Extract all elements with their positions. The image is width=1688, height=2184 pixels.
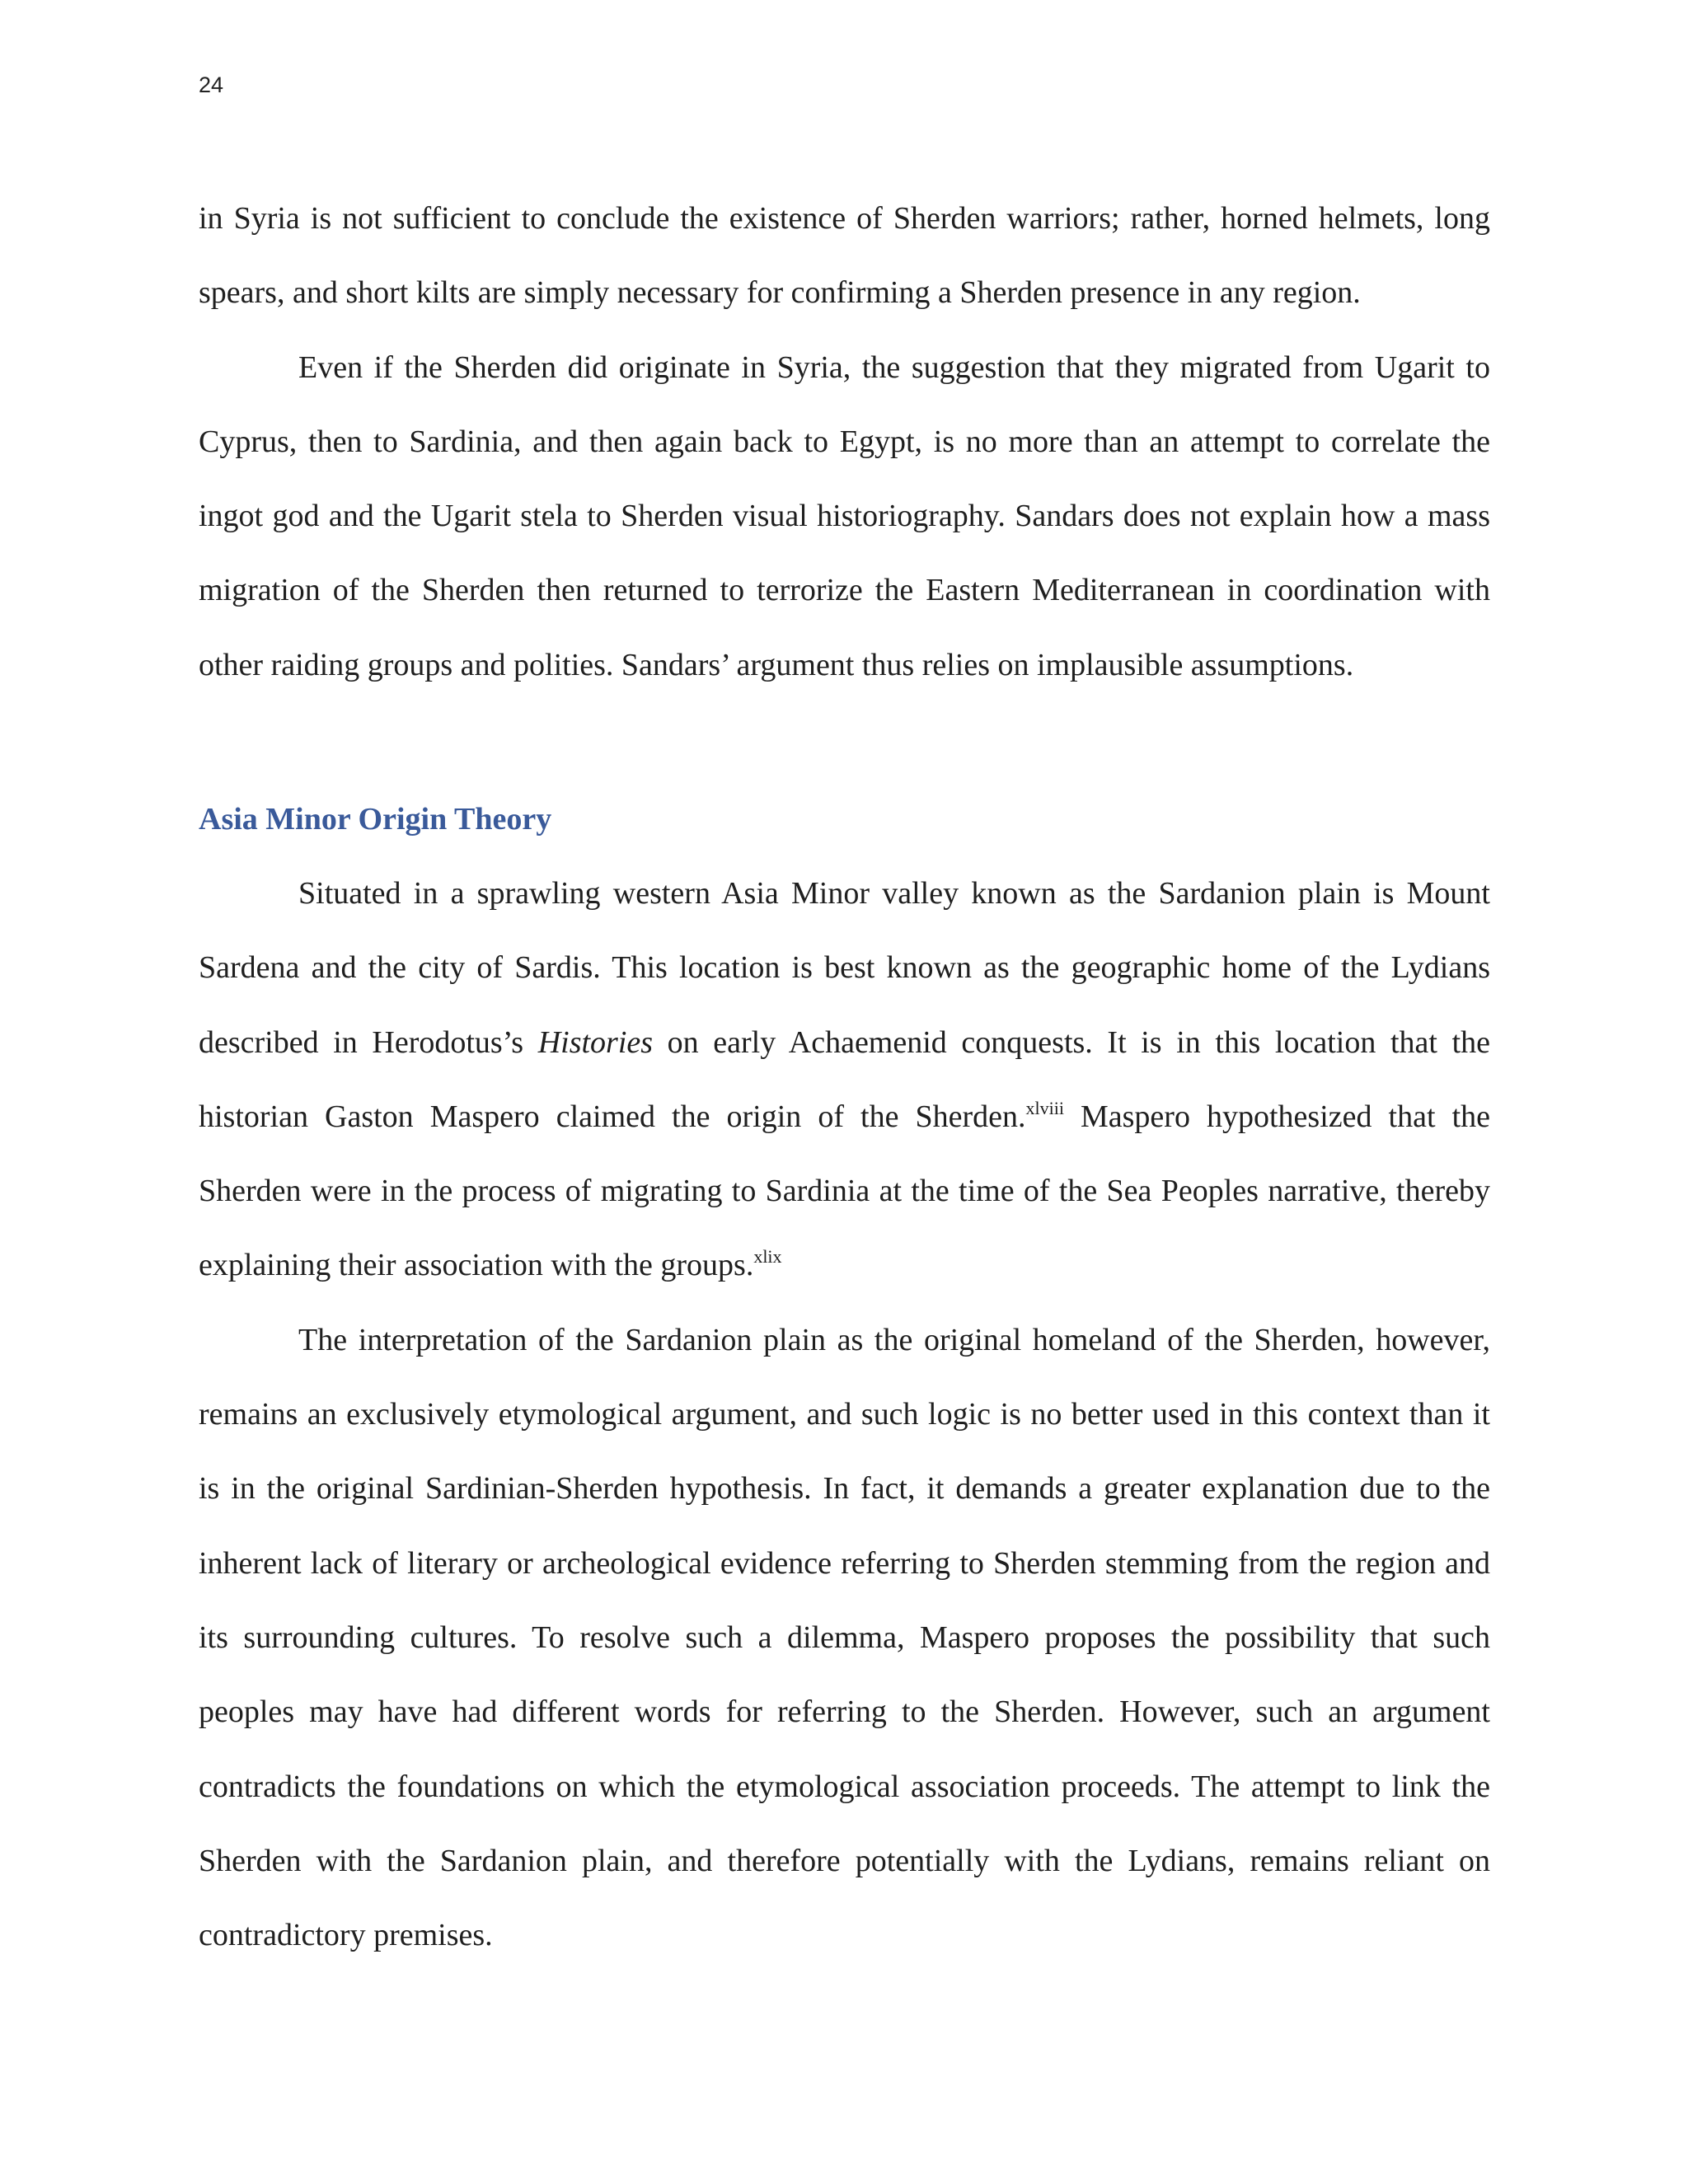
body-text-section [199, 856, 1490, 1972]
paragraph-continued: in Syria is not sufficient to conclude the existence of Sherden warriors; rather, horned helmets, long spears, and short kilts are simply necessary for confirming a Sherden presence in any region. [199, 201, 1490, 311]
paragraph-sardanion-plain [199, 856, 1490, 1303]
paragraph-text: Situated in a sprawling western Asia Minor valley known as the Sardanion plain is Mount Sardena and the city of Sardis. This location is best known as the geographic home of the Lydians described in Herodotus’s [199, 876, 1490, 1060]
paragraph-text: Maspero hypothesized that the Sherden were in the process of migrating to Sardinia at the time of the Sea Peoples narrative, thereby explaining their association with the groups. [199, 1099, 1490, 1283]
paragraph-etymological-argument: The interpretation of the Sardanion plain as the original homeland of the Sherden, however, remains an exclusively etymological argument, and such logic is no better used in this context than it is in the original Sardinian-Sherden hypothesis. In fact, it demands a greater explanation due to the inherent lack of literary or archeological evidence referring to Sherden stemming from the region and its surrounding cultures. To resolve such a dilemma, Maspero proposes the possibility that such peoples may have had different words for referring to the Sherden. However, such an argument contradicts the foundations on which the etymological association proceeds. The attempt to link the Sherden with the Sardanion plain, and therefore potentially with the Lydians, remains reliant on contradictory premises. [199, 1322, 1490, 1953]
paragraph-text: on early Achaemenid conquests. It is in this location that the historian Gaston Maspero claimed the origin of the Sherden. [199, 1024, 1490, 1134]
page-number: 24 [199, 73, 224, 97]
endnote-ref[interactable]: xlviii [1025, 1097, 1064, 1118]
section-heading: Asia Minor Origin Theory [199, 802, 552, 837]
paragraph-syria-migration: Even if the Sherden did originate in Syria, the suggestion that they migrated from Ugarit to Cyprus, then to Sardinia, and then again back to Egypt, is no more than an attempt to correlate the ingot god and the Ugarit stela to Sherden visual historiography. Sandars does not explain how a mass migration of the Sherden then returned to terrorize the Eastern Mediterranean in coordination with other raiding groups and polities. Sandars’ argument thus relies on implausible assumptions. [199, 349, 1490, 682]
body-text-top [199, 181, 1490, 702]
book-title-histories: Histories [537, 1024, 654, 1060]
endnote-ref[interactable]: xlix [753, 1246, 782, 1268]
